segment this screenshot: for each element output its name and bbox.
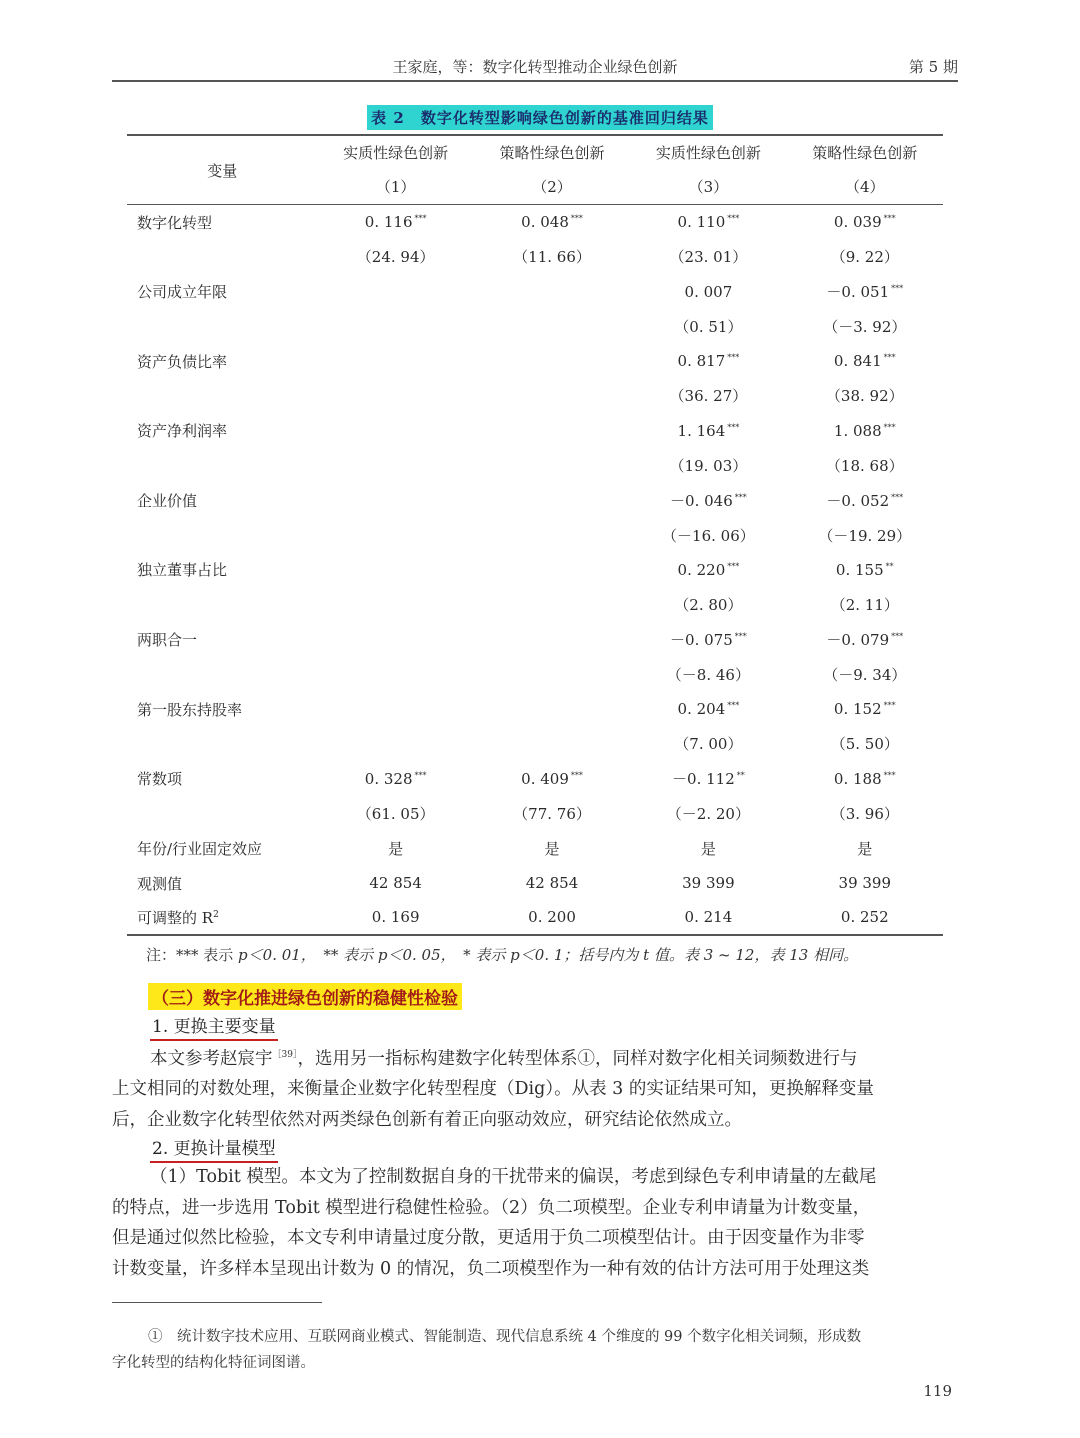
significance-stars: *** <box>570 770 583 780</box>
blank-label <box>127 379 317 414</box>
paragraph-line: 上文相同的对数处理，来衡量企业数字化转型程度（Dig）。从表 3 的实证结果可知，更换解释变量 <box>112 1079 874 1100</box>
coef-value: －0. 052 <box>826 491 890 510</box>
coef-value: 1. 164 <box>677 421 726 440</box>
blank-label <box>127 796 317 831</box>
row-label: 两职合一 <box>137 631 198 650</box>
coef-cell <box>317 692 473 727</box>
t-value-cell <box>317 448 473 483</box>
table-cell: 是 <box>544 839 560 858</box>
coef-value: 0. 841 <box>833 352 882 371</box>
table-cell: 39 399 <box>838 874 892 893</box>
significance-stars: *** <box>883 422 896 432</box>
table-cell: 0. 169 <box>371 908 420 927</box>
blank-label <box>127 727 317 762</box>
t-value-cell: （－19. 29） <box>818 526 912 545</box>
coef-cell <box>630 274 786 309</box>
table-cell: 39 399 <box>682 874 735 893</box>
t-value-row <box>127 239 943 274</box>
section-title: （三）数字化推进绿色创新的稳健性检验 <box>148 983 462 1010</box>
t-value-row <box>127 448 943 483</box>
coef-row <box>127 483 943 518</box>
r2-label: 可调整的 R <box>137 908 214 927</box>
t-value-cell: （18. 68） <box>825 457 904 476</box>
blank-label <box>127 518 317 553</box>
coef-row <box>127 205 943 240</box>
issue-number: 第 5 期 <box>908 58 958 76</box>
table-caption-wrap <box>0 105 1080 130</box>
significance-stars: *** <box>883 770 896 780</box>
t-value-row <box>127 796 943 831</box>
coef-cell <box>630 344 786 379</box>
t-value-row <box>127 518 943 553</box>
t-value-cell <box>474 727 630 762</box>
coef-cell <box>317 413 473 448</box>
text-run: ，选用另一指标构建数字化转型体系①，同样对数字化相关词频数进行与 <box>297 1048 858 1069</box>
paragraph-line: 后，企业数字化转型依然对两类绿色创新有着正向驱动效应，研究结论依然成立。 <box>112 1109 742 1130</box>
significance-stars: *** <box>891 284 904 294</box>
coef-value: 0. 409 <box>521 769 569 788</box>
col-header-4: 策略性绿色创新 <box>812 144 918 163</box>
coef-cell <box>787 274 943 309</box>
subsection-title-2: 2. 更换计量模型 <box>150 1134 278 1163</box>
t-value-cell: （－2. 20） <box>666 805 750 824</box>
footnote-line: 字化转型的结构化特征词图谱。 <box>112 1355 315 1371</box>
t-value-cell <box>474 587 630 622</box>
t-value-cell: （－16. 06） <box>662 526 755 545</box>
significance-stars: *** <box>727 353 740 363</box>
coef-cell <box>474 483 630 518</box>
paragraph-2 <box>112 1162 958 1284</box>
paragraph-line: 的特点，进一步选用 Tobit 模型进行稳健性检验。（2）负二项模型。企业专利申请量为计数变量， <box>112 1197 871 1218</box>
row-label: 独立董事占比 <box>137 561 228 580</box>
coef-row <box>127 274 943 309</box>
t-value-row <box>127 727 943 762</box>
t-value-cell: （19. 03） <box>669 457 748 476</box>
coef-cell <box>474 622 630 657</box>
coef-row <box>127 413 943 448</box>
coef-cell <box>630 483 786 518</box>
row-label: 资产净利润率 <box>137 422 228 441</box>
running-title: 王家庭，等：数字化转型推动企业绿色创新 <box>392 58 678 76</box>
r2-superscript: 2 <box>213 909 219 920</box>
col-number-2: （2） <box>532 178 572 197</box>
t-value-cell: （36. 27） <box>669 387 748 406</box>
t-value-cell: （77. 76） <box>513 805 591 824</box>
coef-cell <box>630 205 786 240</box>
t-value-row <box>127 657 943 692</box>
note-p3: p＜0. 1；括号内为 t 值。表 3 ~ 12，表 13 相同。 <box>510 946 859 964</box>
coef-cell <box>787 553 943 588</box>
coef-value: －0. 112 <box>672 770 735 789</box>
citation-ref: ［39］ <box>272 1050 298 1060</box>
t-value-cell <box>317 727 473 762</box>
t-value-cell <box>317 379 473 414</box>
coef-cell <box>474 692 630 727</box>
col-number-3: （3） <box>688 178 729 197</box>
coef-row <box>127 344 943 379</box>
coef-cell <box>630 413 786 448</box>
t-value-cell: （23. 01） <box>669 248 748 267</box>
coef-value: －0. 075 <box>670 631 733 650</box>
running-header <box>112 52 958 82</box>
row-label: 公司成立年限 <box>137 283 228 302</box>
coef-value: 0. 188 <box>833 769 882 788</box>
table-cell: 0. 200 <box>528 908 576 927</box>
significance-stars: *** <box>414 770 427 780</box>
col-header-1: 实质性绿色创新 <box>343 144 449 163</box>
t-value-row <box>127 309 943 344</box>
coef-value: －0. 079 <box>826 631 890 650</box>
coef-cell <box>630 622 786 657</box>
significance-stars: *** <box>883 214 896 224</box>
table-header-row <box>127 135 943 170</box>
col-header-2: 策略性绿色创新 <box>499 144 605 163</box>
coef-row <box>127 692 943 727</box>
coef-cell <box>787 761 943 796</box>
significance-stars: *** <box>891 492 904 502</box>
page-number: 119 <box>923 1382 952 1400</box>
coef-cell <box>630 692 786 727</box>
coef-value: 0. 116 <box>364 213 413 232</box>
coef-value: 0. 007 <box>684 282 733 301</box>
footnote <box>112 1324 958 1376</box>
t-value-cell: （61. 05） <box>356 805 435 824</box>
coef-value: 0. 155 <box>835 560 884 579</box>
row-label: 观测值 <box>137 874 183 893</box>
coef-value: 0. 039 <box>833 213 882 232</box>
significance-stars: *** <box>414 214 427 224</box>
t-value-cell: （11. 66） <box>513 248 591 267</box>
coef-value: 0. 048 <box>521 213 569 232</box>
significance-stars: *** <box>734 492 747 502</box>
row-label: 数字化转型 <box>137 213 213 232</box>
t-value-row <box>127 587 943 622</box>
t-value-cell <box>317 309 473 344</box>
table-cell: 0. 252 <box>840 908 889 927</box>
adj-r2-row <box>127 901 943 936</box>
t-value-cell <box>474 657 630 692</box>
coef-cell <box>317 553 473 588</box>
coef-value: 0. 328 <box>364 769 413 788</box>
paragraph-line: 但是通过似然比检验，本文专利申请量过度分散，更适用于负二项模型估计。由于因变量作为非零 <box>112 1228 865 1248</box>
coef-cell <box>317 483 473 518</box>
coef-cell <box>630 553 786 588</box>
t-value-cell: （9. 22） <box>830 248 899 267</box>
significance-stars: *** <box>727 422 740 432</box>
t-value-cell: （38. 92） <box>825 387 904 406</box>
coef-cell <box>317 274 473 309</box>
t-value-cell <box>474 518 630 553</box>
coef-value: －0. 051 <box>826 283 890 302</box>
significance-stars: ** <box>885 561 894 571</box>
row-label: 常数项 <box>137 770 183 789</box>
blank-label <box>127 309 317 344</box>
t-value-cell <box>317 587 473 622</box>
row-label: 企业价值 <box>137 491 198 510</box>
significance-stars: *** <box>727 214 740 224</box>
t-value-cell: （2. 11） <box>830 596 899 615</box>
t-value-cell: （－3. 92） <box>823 317 907 336</box>
note-prefix: 注：*** 表示 <box>146 946 239 964</box>
significance-stars: *** <box>883 701 896 711</box>
table-cell: 42 854 <box>369 874 422 893</box>
row-label: 第一股东持股率 <box>137 700 243 719</box>
coef-value: 0. 204 <box>677 700 726 719</box>
t-value-cell: （3. 96） <box>830 805 899 824</box>
table-cell: 是 <box>857 839 873 858</box>
row-label: 年份/行业固定效应 <box>137 839 263 858</box>
significance-stars: *** <box>570 214 583 224</box>
coef-value: 0. 220 <box>677 560 726 579</box>
significance-stars: *** <box>891 632 904 642</box>
col-number-1: （1） <box>375 178 416 197</box>
significance-stars: ** <box>736 771 745 781</box>
variable-header: 变量 <box>207 161 238 180</box>
coef-cell <box>474 344 630 379</box>
coef-cell <box>787 483 943 518</box>
coef-cell <box>317 344 473 379</box>
fixed-effects-row <box>127 831 943 866</box>
significance-stars: *** <box>727 561 740 571</box>
table-caption: 表 2 数字化转型影响绿色创新的基准回归结果 <box>367 105 713 130</box>
coef-row <box>127 622 943 657</box>
paragraph-1 <box>112 1040 958 1135</box>
coef-value: －0. 046 <box>670 491 733 510</box>
coef-cell <box>474 274 630 309</box>
table-note <box>146 944 858 965</box>
coef-cell <box>317 205 473 240</box>
row-label <box>127 901 317 936</box>
table-cell: 0. 214 <box>684 908 733 927</box>
coef-value: 1. 088 <box>833 421 882 440</box>
blank-label <box>127 587 317 622</box>
col-header-3: 实质性绿色创新 <box>655 144 761 163</box>
coef-cell <box>787 692 943 727</box>
coef-cell <box>474 413 630 448</box>
t-value-cell: （2. 80） <box>674 596 743 615</box>
paragraph-line: （1）Tobit 模型。本文为了控制数据自身的干扰带来的偏误，考虑到绿色专利申请量的左截尾 <box>150 1167 877 1187</box>
t-value-cell: （7. 00） <box>674 735 743 754</box>
coef-cell <box>787 413 943 448</box>
coef-cell <box>474 761 630 796</box>
significance-stars: *** <box>883 353 896 363</box>
significance-stars: *** <box>727 701 740 711</box>
note-p2: p＜0. 05， * 表示 <box>377 946 511 964</box>
coef-value: 0. 152 <box>833 700 882 719</box>
col-number-4: （4） <box>845 178 885 197</box>
t-value-cell <box>474 379 630 414</box>
coef-value: 0. 817 <box>677 352 726 371</box>
coef-cell <box>317 761 473 796</box>
t-value-cell <box>474 309 630 344</box>
t-value-cell: （－8. 46） <box>666 665 750 684</box>
t-value-cell: （24. 94） <box>356 248 435 267</box>
observations-row <box>127 866 943 901</box>
regression-table <box>127 134 943 936</box>
t-value-row <box>127 379 943 414</box>
coef-cell <box>787 344 943 379</box>
table-cell: 42 854 <box>525 874 579 893</box>
paragraph-line <box>112 1040 958 1074</box>
coef-cell <box>317 622 473 657</box>
significance-stars: *** <box>734 632 747 642</box>
coef-value: 0. 110 <box>677 213 726 232</box>
text-run: 本文参考赵宸宇 <box>150 1048 273 1069</box>
table-cell: 是 <box>388 839 404 858</box>
t-value-cell <box>474 448 630 483</box>
blank-label <box>127 657 317 692</box>
footnote-divider <box>112 1302 322 1303</box>
paragraph-line: 计数变量，许多样本呈现出计数为 0 的情况，负二项模型作为一种有效的估计方法可用于处理这类 <box>112 1258 870 1279</box>
table-body <box>127 205 943 936</box>
coef-cell <box>787 205 943 240</box>
t-value-cell: （－9. 34） <box>823 665 907 684</box>
footnote-line: ① 统计数字技术应用、互联网商业模式、智能制造、现代信息系统 4 个维度的 99 个数字化相关词频，形成数 <box>148 1329 862 1345</box>
coef-cell <box>474 553 630 588</box>
t-value-cell: （5. 50） <box>830 735 899 754</box>
t-value-cell <box>317 518 473 553</box>
coef-cell <box>787 622 943 657</box>
coef-row <box>127 761 943 796</box>
coef-row <box>127 553 943 588</box>
blank-label <box>127 239 317 274</box>
row-label: 资产负债比率 <box>137 352 228 371</box>
blank-label <box>127 448 317 483</box>
table-cell: 是 <box>700 839 716 858</box>
note-p1: p＜0. 01， ** 表示 <box>238 946 378 964</box>
t-value-cell <box>317 657 473 692</box>
coef-cell <box>474 205 630 240</box>
t-value-cell: （0. 51） <box>674 317 743 336</box>
coef-cell <box>630 761 786 796</box>
subsection-title-1: 1. 更换主要变量 <box>150 1012 278 1041</box>
